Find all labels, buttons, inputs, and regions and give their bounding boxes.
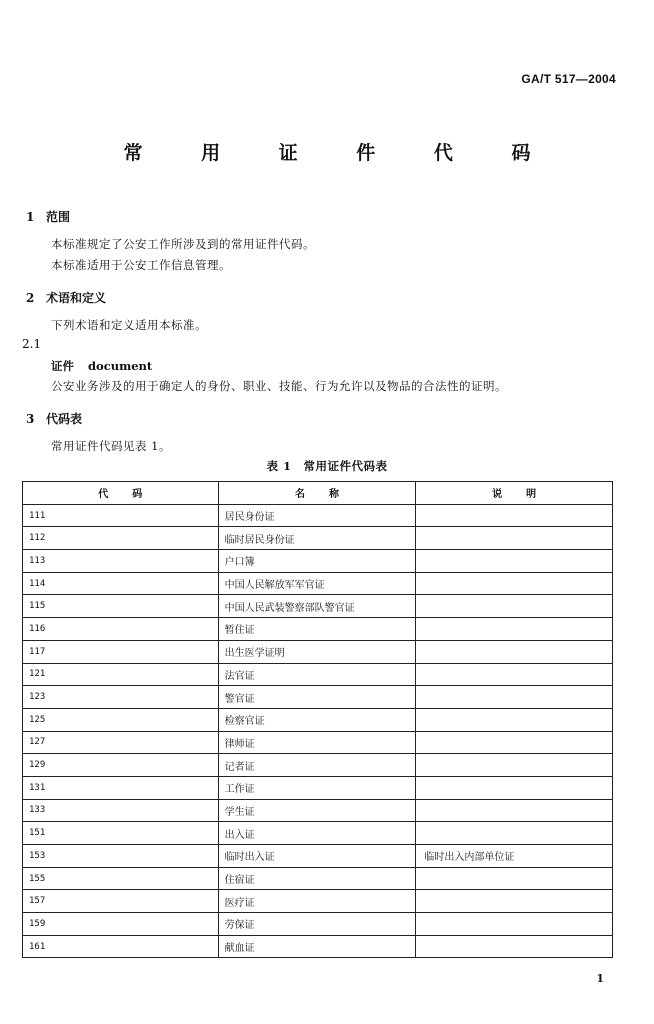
- paragraph: 下列术语和定义适用本标准。: [51, 318, 207, 332]
- code-cell: 161: [23, 935, 219, 958]
- table-row: [23, 663, 613, 686]
- section-1-heading: [26, 208, 70, 225]
- table-row: [23, 754, 613, 777]
- code-cell: 112: [23, 527, 219, 550]
- table-row: [23, 935, 613, 958]
- name-cell: 出生医学证明: [218, 640, 416, 663]
- table-row: [23, 686, 613, 709]
- page-number: 1: [596, 972, 604, 985]
- name-cell: 献血证: [218, 935, 416, 958]
- note-cell: [416, 572, 613, 595]
- code-cell: 129: [23, 754, 219, 777]
- term-definition: 公安业务涉及的用于确定人的身份、职业、技能、行为允许以及物品的合法性的证明。: [51, 379, 507, 393]
- table-row: [23, 776, 613, 799]
- code-cell: 155: [23, 867, 219, 890]
- note-cell: [416, 527, 613, 550]
- section-title: 范围: [46, 210, 71, 224]
- name-cell: 记者证: [218, 754, 416, 777]
- code-cell: 123: [23, 686, 219, 709]
- note-cell: [416, 550, 613, 573]
- table-caption: 表 1 常用证件代码表: [266, 459, 388, 473]
- name-cell: 临时出入证: [218, 845, 416, 868]
- note-cell: [416, 799, 613, 822]
- note-cell: [416, 890, 613, 913]
- code-cell: 159: [23, 913, 219, 936]
- table-row: [23, 867, 613, 890]
- section-title: 代码表: [46, 412, 83, 426]
- section-number: 1: [26, 210, 35, 224]
- name-cell: 检察官证: [218, 708, 416, 731]
- table-row: [23, 595, 613, 618]
- name-cell: 住宿证: [218, 867, 416, 890]
- table-row: [23, 640, 613, 663]
- paragraph: 本标准规定了公安工作所涉及到的常用证件代码。: [51, 237, 315, 251]
- table-header-row: [23, 482, 613, 505]
- table-row: [23, 913, 613, 936]
- name-cell: 出入证: [218, 822, 416, 845]
- column-header-code: 代码: [23, 482, 219, 505]
- name-cell: 临时居民身份证: [218, 527, 416, 550]
- table-row: [23, 799, 613, 822]
- name-cell: 中国人民武装警察部队警官证: [218, 595, 416, 618]
- code-cell: 111: [23, 504, 219, 527]
- note-cell: [416, 618, 613, 641]
- table-row: [23, 890, 613, 913]
- term-english: document: [88, 359, 153, 373]
- note-cell: [416, 708, 613, 731]
- code-cell: 116: [23, 618, 219, 641]
- note-cell: [416, 504, 613, 527]
- paragraph: 常用证件代码见表 1。: [51, 439, 171, 453]
- code-table: [22, 481, 613, 958]
- note-cell: 临时出入内部单位证: [416, 845, 613, 868]
- name-cell: 律师证: [218, 731, 416, 754]
- name-cell: 户口簿: [218, 550, 416, 573]
- subsection-number: 2.1: [22, 337, 42, 351]
- note-cell: [416, 731, 613, 754]
- table-row: [23, 845, 613, 868]
- table-row: [23, 550, 613, 573]
- table-row: [23, 708, 613, 731]
- code-cell: 113: [23, 550, 219, 573]
- section-number: 2: [26, 291, 35, 305]
- code-cell: 133: [23, 799, 219, 822]
- term-entry: [51, 358, 152, 374]
- table-row: [23, 504, 613, 527]
- table-row: [23, 527, 613, 550]
- section-title: 术语和定义: [46, 291, 107, 305]
- column-header-note: 说明: [416, 482, 613, 505]
- note-cell: [416, 754, 613, 777]
- note-cell: [416, 822, 613, 845]
- name-cell: 工作证: [218, 776, 416, 799]
- code-cell: 121: [23, 663, 219, 686]
- section-number: 3: [26, 412, 35, 426]
- section-3-heading: [26, 410, 82, 427]
- paragraph: 本标准适用于公安工作信息管理。: [51, 258, 231, 272]
- name-cell: 法官证: [218, 663, 416, 686]
- standard-number: GA/T 517—2004: [521, 72, 616, 86]
- section-2-heading: [26, 289, 106, 306]
- note-cell: [416, 640, 613, 663]
- table-row: [23, 618, 613, 641]
- code-cell: 131: [23, 776, 219, 799]
- document-title: 常 用 证 件 代 码: [123, 142, 557, 164]
- table-row: [23, 731, 613, 754]
- table-body: [23, 504, 613, 958]
- name-cell: 暂住证: [218, 618, 416, 641]
- code-cell: 153: [23, 845, 219, 868]
- code-cell: 117: [23, 640, 219, 663]
- code-cell: 127: [23, 731, 219, 754]
- name-cell: 学生证: [218, 799, 416, 822]
- name-cell: 劳保证: [218, 913, 416, 936]
- code-cell: 151: [23, 822, 219, 845]
- note-cell: [416, 935, 613, 958]
- note-cell: [416, 686, 613, 709]
- code-cell: 157: [23, 890, 219, 913]
- name-cell: 医疗证: [218, 890, 416, 913]
- note-cell: [416, 595, 613, 618]
- table-row: [23, 822, 613, 845]
- name-cell: 中国人民解放军军官证: [218, 572, 416, 595]
- note-cell: [416, 867, 613, 890]
- name-cell: 居民身份证: [218, 504, 416, 527]
- table-row: [23, 572, 613, 595]
- code-cell: 115: [23, 595, 219, 618]
- note-cell: [416, 663, 613, 686]
- code-cell: 114: [23, 572, 219, 595]
- code-cell: 125: [23, 708, 219, 731]
- column-header-name: 名称: [218, 482, 416, 505]
- note-cell: [416, 913, 613, 936]
- term-chinese: 证件: [51, 359, 74, 373]
- name-cell: 警官证: [218, 686, 416, 709]
- note-cell: [416, 776, 613, 799]
